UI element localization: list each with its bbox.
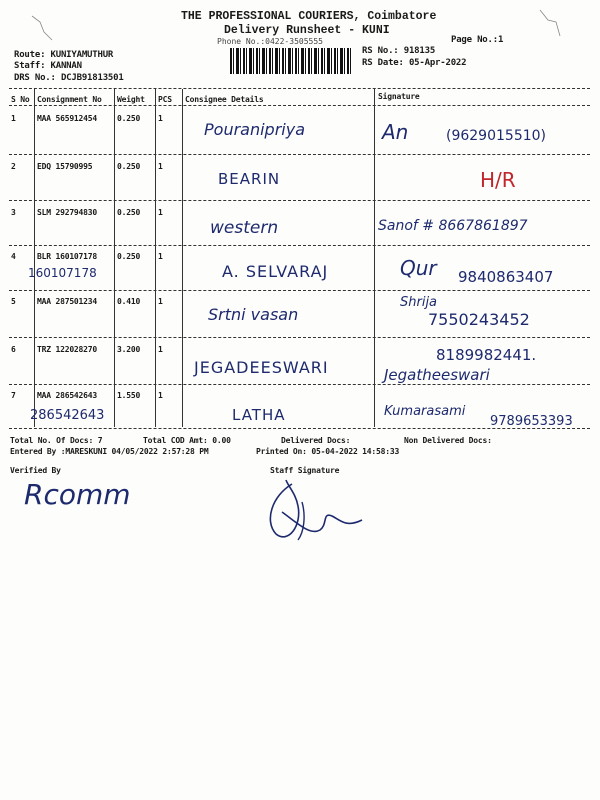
row-pcs: 1 xyxy=(158,114,163,123)
row-sig-name: Qur xyxy=(400,256,437,280)
row-consignee: BEARIN xyxy=(218,170,281,188)
col-consignment: Consignment No xyxy=(37,95,102,104)
row-rule xyxy=(9,245,590,246)
row-rule xyxy=(9,154,590,155)
row-rule xyxy=(9,384,590,385)
row-pcs: 1 xyxy=(158,297,163,306)
non-delivered-docs: Non Delivered Docs: xyxy=(404,436,492,445)
rs-date: RS Date: 05-Apr-2022 xyxy=(362,58,467,68)
row-consignment: MAA 286542643 xyxy=(37,391,98,400)
col-pcs: PCS xyxy=(158,95,172,104)
rs-number: RS No.: 918135 xyxy=(362,46,436,56)
staff-signature-mark xyxy=(262,476,372,546)
row-sig-name: An xyxy=(382,120,409,144)
col-weight: Weight xyxy=(117,95,145,104)
row-consignee: Srtni vasan xyxy=(208,305,299,324)
row-consignee: JEGADEESWARI xyxy=(194,358,329,377)
row-rule xyxy=(9,337,590,338)
verified-by-label: Verified By xyxy=(10,466,61,475)
total-cod: Total COD Amt: 0.00 xyxy=(143,436,231,445)
row-rule xyxy=(9,290,590,291)
row-sno: 7 xyxy=(11,391,16,400)
row-consignee: LATHA xyxy=(232,406,286,424)
col-consignee: Consignee Details xyxy=(185,95,264,104)
row-consignment: MAA 565912454 xyxy=(37,114,98,123)
row-sig-name: Shrija xyxy=(400,295,438,310)
row-weight: 0.250 xyxy=(117,114,141,123)
row-sig-name: Jegatheeswari xyxy=(384,366,490,384)
row-weight: 0.410 xyxy=(117,297,141,306)
row-sno: 3 xyxy=(11,208,16,217)
row-signature: 9840863407 xyxy=(458,268,554,286)
printed-on: Printed On: 05-04-2022 14:58:33 xyxy=(256,447,400,456)
row-signature: 8189982441. xyxy=(436,346,537,364)
column-divider xyxy=(34,89,35,427)
row-consignee: A. SELVARAJ xyxy=(222,262,329,281)
row-pcs: 1 xyxy=(158,162,163,171)
row-weight: 1.550 xyxy=(117,391,141,400)
drs-number: DRS No.: DCJB91813501 xyxy=(14,73,124,83)
column-divider xyxy=(374,89,375,427)
delivered-docs: Delivered Docs: xyxy=(281,436,351,445)
paper-fold-mark xyxy=(30,12,60,42)
staff-signature-label: Staff Signature xyxy=(270,466,340,475)
row-rule xyxy=(9,200,590,201)
row-consignee: western xyxy=(210,218,279,238)
row-signature: (9629015510) xyxy=(446,128,546,144)
row-pcs: 1 xyxy=(158,391,163,400)
row-weight: 0.250 xyxy=(117,162,141,171)
route: Route: KUNIYAMUTHUR xyxy=(14,50,114,60)
row-handwritten-note: 286542643 xyxy=(30,408,105,423)
row-pcs: 1 xyxy=(158,208,163,217)
row-sno: 4 xyxy=(11,252,16,261)
row-consignment: MAA 287501234 xyxy=(37,297,98,306)
row-signature: H/R xyxy=(480,168,516,192)
column-divider xyxy=(182,89,183,427)
col-sno: S No xyxy=(11,95,30,104)
paper-fold-mark xyxy=(536,8,562,38)
row-weight: 0.250 xyxy=(117,252,141,261)
staff: Staff: KANNAN xyxy=(14,61,82,71)
row-sig-name: Kumarasami xyxy=(384,404,466,419)
phone-number: Phone No.:0422-3505555 xyxy=(217,37,323,46)
row-consignee: Pouranipriya xyxy=(204,120,305,139)
row-consignment: EDQ 15790995 xyxy=(37,162,93,171)
column-divider xyxy=(114,89,115,427)
page-number: Page No.:1 xyxy=(451,35,504,45)
row-sno: 6 xyxy=(11,345,16,354)
row-signature: 9789653393 xyxy=(490,414,573,429)
runsheet-title: Delivery Runsheet - KUNI xyxy=(224,24,390,37)
row-consignment: SLM 292794830 xyxy=(37,208,98,217)
row-consignment: BLR 160107178 xyxy=(37,252,98,261)
column-divider xyxy=(155,89,156,427)
row-consignment: TRZ 122028270 xyxy=(37,345,98,354)
row-pcs: 1 xyxy=(158,252,163,261)
row-pcs: 1 xyxy=(158,345,163,354)
total-docs: Total No. Of Docs: 7 xyxy=(10,436,103,445)
row-sno: 2 xyxy=(11,162,16,171)
entered-by: Entered By :MARESKUNI 04/05/2022 2:57:28 PM xyxy=(10,447,209,456)
row-signature: Sanof # 8667861897 xyxy=(378,218,528,234)
barcode xyxy=(230,48,352,74)
table-header-rule xyxy=(9,105,590,106)
row-sno: 1 xyxy=(11,114,16,123)
row-weight: 3.200 xyxy=(117,345,141,354)
verified-signature: Rcomm xyxy=(24,478,131,511)
row-sno: 5 xyxy=(11,297,16,306)
row-signature: 7550243452 xyxy=(428,310,530,329)
company-name: THE PROFESSIONAL COURIERS, Coimbatore xyxy=(181,10,437,23)
table-bottom-rule xyxy=(9,428,590,429)
row-weight: 0.250 xyxy=(117,208,141,217)
row-handwritten-note: 160107178 xyxy=(28,266,97,280)
col-signature: Signature xyxy=(378,92,420,101)
table-top-rule xyxy=(9,88,590,89)
